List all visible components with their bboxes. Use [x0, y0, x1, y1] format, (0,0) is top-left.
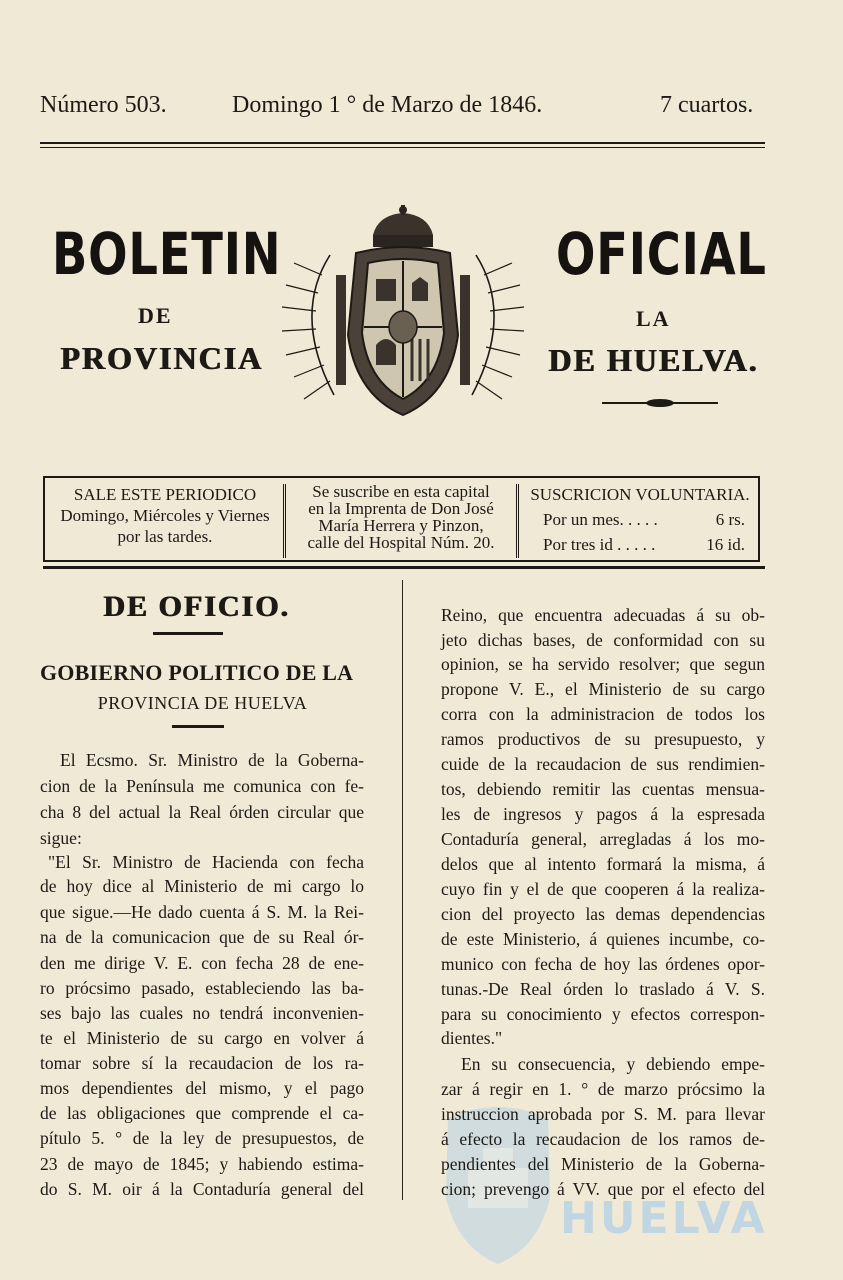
text-line: munico con fecha de hoy las órdenes opor-	[441, 954, 765, 974]
top-rule	[40, 142, 765, 144]
text-line: les de ingresos y pagos á la espresada	[441, 804, 765, 824]
price-value: 16 id.	[706, 535, 745, 554]
text-line: cha 8 del actual la Real órden circular que	[40, 802, 364, 822]
text-line: "El Sr. Ministro de Hacienda con fecha	[48, 852, 364, 872]
masthead-word-boletin: BOLETIN	[52, 220, 282, 288]
government-heading: GOBIERNO POLITICO DE LA	[40, 660, 354, 685]
text-line: pendientes del Ministerio de la Goberna-	[441, 1154, 765, 1174]
price-label: Por tres id . . . . .	[543, 535, 656, 554]
text-line: En su consecuencia, y debiendo empe-	[461, 1054, 765, 1074]
location-line: Se suscribe en esta capital	[312, 482, 490, 501]
section-rule	[153, 632, 223, 635]
box-rule	[43, 566, 765, 569]
location-line: María Herrera y Pinzon,	[318, 516, 484, 535]
text-line: para su conocimiento y efectos correspon-	[441, 1004, 765, 1024]
text-line: de este Ministerio, á quienes incumbe, co-	[441, 929, 765, 949]
watermark-text: HUELVA	[560, 1193, 768, 1244]
issue-price: 7 cuartos.	[660, 92, 754, 118]
schedule-days: Domingo, Miércoles y Viernes	[60, 506, 270, 525]
masthead-de-huelva: DE HUELVA.	[548, 342, 759, 378]
issue-date: Domingo 1 ° de Marzo de 1846.	[232, 92, 543, 118]
text-line: tunas.-De Real órden lo traslado á V. S.	[441, 979, 765, 999]
issue-number: Número 503.	[40, 92, 167, 118]
issue-line	[40, 92, 765, 122]
masthead-de: DE	[138, 303, 173, 328]
text-line: Contaduría general, arregladas á los mo-	[441, 829, 765, 849]
text-line: de las obligaciones que comprende el ca-	[40, 1103, 364, 1123]
text-line: zar á regir en 1. ° de marzo prócsimo la	[441, 1079, 765, 1099]
location-line: en la Imprenta de Don José	[308, 499, 494, 518]
masthead-word-oficial: OFICIAL	[556, 220, 767, 288]
location-line: calle del Hospital Núm. 20.	[307, 533, 495, 552]
text-line: sigue:	[40, 828, 82, 848]
text-line: opinion, se ha servido resolver; que segun	[441, 654, 765, 674]
text-line: El Ecsmo. Sr. Ministro de la Goberna-	[60, 750, 364, 770]
text-line: ramos productivos de su presupuesto, y	[441, 729, 765, 749]
subscription-title: SUSCRICION VOLUNTARIA.	[530, 485, 750, 504]
text-line: que sigue.—He dado cuenta á S. M. la Rei-	[40, 902, 364, 922]
publication-schedule	[51, 484, 279, 547]
price-row	[525, 532, 755, 557]
text-line: cion de la Península me comunica con fe-	[40, 776, 364, 796]
column-separator	[280, 484, 288, 558]
heading-rule	[172, 725, 224, 728]
voluntary-subscription	[525, 482, 755, 557]
text-line: cion; prevengo á VV. que por el efecto del	[441, 1179, 765, 1199]
masthead-la: LA	[636, 306, 671, 331]
price-row	[525, 507, 755, 532]
text-line: na de la comunicacion que de su Real ór-	[40, 927, 364, 947]
text-line: ro prócsimo pasado, estableciendo las ba-	[40, 978, 364, 998]
text-line: te el Ministerio de su cargo en volver á	[40, 1028, 364, 1048]
text-line: jeto dichas bases, de conformidad con su	[441, 630, 765, 650]
schedule-title: SALE ESTE PERIODICO	[73, 485, 257, 504]
text-line: á efecto la recaudacion de los ramos de-	[441, 1129, 765, 1149]
masthead-provincia: PROVINCIA	[60, 340, 263, 376]
section-title: DE OFICIO.	[103, 590, 290, 623]
text-line: cuide de la recaudacion de sus rendimien-	[441, 754, 765, 774]
royal-coat-of-arms-icon	[272, 205, 534, 423]
text-line: do S. M. oir á la Contaduría general del	[40, 1179, 364, 1199]
column-divider	[402, 580, 403, 1200]
column-separator	[513, 484, 521, 558]
text-line: corra con la administracion de todos los	[441, 704, 765, 724]
text-line: Reino, que encuentra adecuadas á su ob-	[441, 605, 765, 625]
masthead-ornament-icon	[602, 396, 718, 410]
text-line: instruccion aprobada por S. M. para llevar	[441, 1104, 765, 1124]
schedule-time: por las tardes.	[117, 527, 213, 546]
text-line: propone V. E., el Ministerio de su cargo	[441, 679, 765, 699]
price-value: 6 rs.	[715, 510, 745, 529]
subscription-location	[291, 483, 511, 551]
text-line: de hoy dice al Ministerio de mi cargo lo	[40, 876, 364, 896]
subscription-box	[43, 476, 760, 562]
text-line: tos, debiendo remitir las cuentas mensua-	[441, 779, 765, 799]
text-line: den me dirige V. E. con fecha 28 de ene-	[40, 953, 364, 973]
government-subheading: PROVINCIA DE HUELVA	[97, 693, 308, 713]
text-line: cion del proyecto las demas dependencias	[441, 904, 765, 924]
price-label: Por un mes. . . . .	[543, 510, 658, 529]
text-line: tomar sobre sí la recaudacion de los ra-	[40, 1053, 364, 1073]
text-line: pítulo 5. ° de la ley de presupuestos, de	[40, 1128, 364, 1148]
text-line: delos que al intento formará la misma, á	[441, 854, 765, 874]
text-line: dientes."	[441, 1028, 503, 1048]
text-line: ses bajo las cuales no tendrá inconvenien-	[40, 1003, 364, 1023]
text-line: cuyo fin y el de que cooperen á la realiza-	[441, 879, 765, 899]
text-line: 23 de mayo de 1845; y habiendo estima-	[40, 1154, 364, 1174]
text-line: mos dependientes del mismo, y el pago	[40, 1078, 364, 1098]
